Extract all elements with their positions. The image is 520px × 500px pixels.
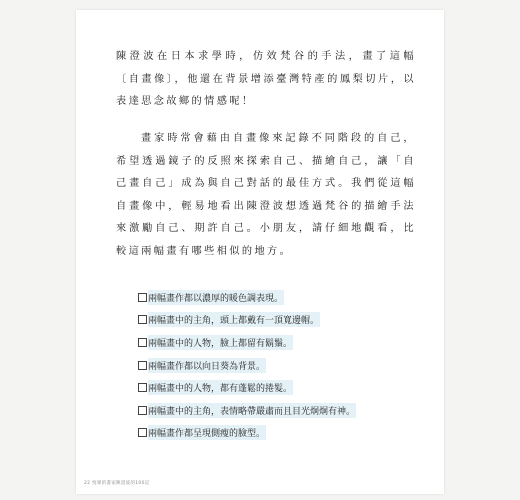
- checkbox[interactable]: [138, 406, 147, 415]
- checkbox[interactable]: [138, 428, 147, 437]
- checklist-item[interactable]: [138, 286, 356, 309]
- page-footer: 22 悅眾的畫家陳澄波的100記: [84, 481, 150, 486]
- checklist-item-label: 兩幅畫中的主角，頭上都戴有一頂寬邊帽。: [148, 312, 320, 327]
- checklist-item[interactable]: [138, 399, 356, 422]
- checklist-item-label: 兩幅畫作都以濃厚的暖色調表現。: [148, 290, 284, 305]
- checkbox[interactable]: [138, 338, 147, 347]
- checkbox[interactable]: [138, 383, 147, 392]
- checklist-item[interactable]: [138, 309, 356, 332]
- checklist-item[interactable]: [138, 354, 356, 377]
- document-page: [76, 10, 444, 494]
- checklist-item-label: 兩幅畫作都以向日葵為背景。: [148, 358, 266, 373]
- checklist-item[interactable]: [138, 422, 356, 445]
- checkbox[interactable]: [138, 293, 147, 302]
- checklist-item-label: 兩幅畫中的人物，都有蓬鬆的捲髮。: [148, 380, 293, 395]
- checklist-item-label: 兩幅畫中的主角，表情略帶嚴肅而且目光炯炯有神。: [148, 403, 356, 418]
- intro-paragraph: 陳澄波在日本求學時，仿效梵谷的手法，畫了這幅〔自畫像〕，他還在背景增添臺灣特產的鳳梨切片，以表達思念故鄉的情感呢！: [116, 51, 416, 107]
- checkbox[interactable]: [138, 315, 147, 324]
- checklist-item-label: 兩幅畫作都呈現側瘦的臉型。: [148, 425, 266, 440]
- checklist-item-label: 兩幅畫中的人物，臉上都留有鬍鬚。: [148, 335, 293, 350]
- checkbox[interactable]: [138, 361, 147, 370]
- checklist-item[interactable]: [138, 331, 356, 354]
- body-paragraph: 畫家時常會藉由自畫像來記錄不同階段的自己，希望透過鏡子的反照來探索自己、描繪自己，讓「自己畫自己」成為與自己對話的最佳方式。我們從這幅自畫像中，輕易地看出陳澄波想透過梵谷的描繪手法來激勵自己、期許自己。小朋友，請仔細地觀看，比較這兩幅畫有哪些相似的地方。: [116, 133, 416, 257]
- comparison-checklist: [138, 286, 356, 444]
- checklist-item[interactable]: [138, 376, 356, 399]
